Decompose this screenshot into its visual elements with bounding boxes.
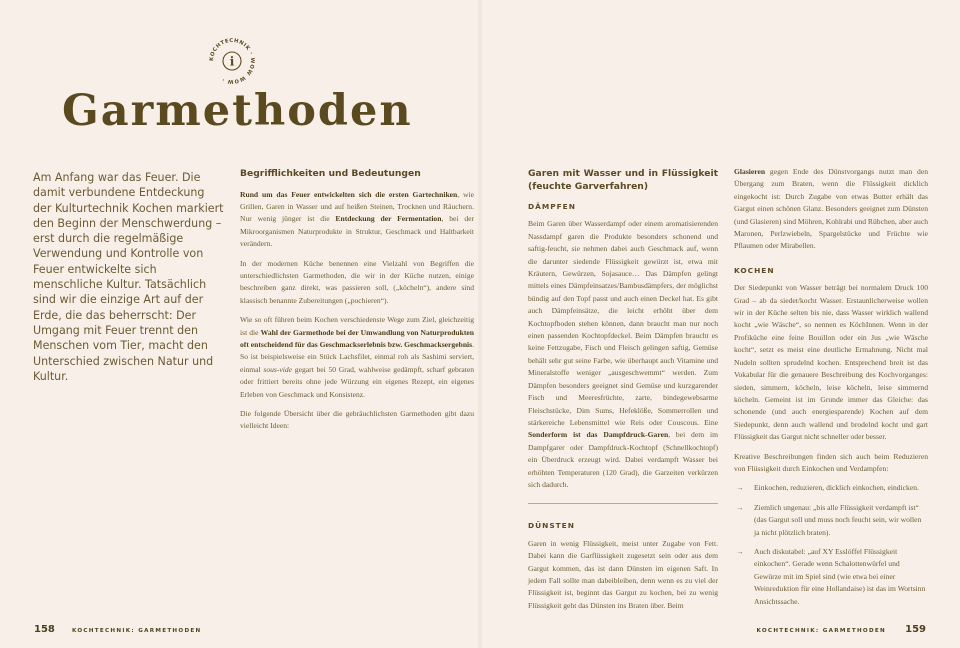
- running-head: KOCHTECHNIK: GARMETHODEN: [71, 628, 202, 634]
- bold-text: Wahl der Garmethode bei der Umwandlung von Naturprodukten oft entscheidend für das Geschmackserlebnis bzw. Geschmacksergebnis: [240, 327, 474, 349]
- paragraph: [734, 166, 928, 253]
- subheading-duensten: DÜNSTEN: [528, 521, 575, 531]
- intro-text: Am Anfang war das Feuer. Die damit verbundene Entdeckung der Kulturtechnik Kochen markiert den Beginn der Menschwerdung – erst durch die regelmäßige Verwendung und Kontrolle von Feuer entwickelte sich menschliche Kultur. Tatsächlich sind wir die einzige Art auf der Erde, die das beherrscht: Der Umgang mit Feuer trennt den Menschen vom Tier, macht den Unterschied zwischen Natur und Kultur.: [33, 171, 224, 383]
- arrow-icon: →: [736, 483, 744, 493]
- paragraph: Garen in wenig Flüssigkeit, meist unter Zugabe von Fett. Dabei kann die Garflüssigkeit zugesetzt sein oder aus dem Gargut kommen, das ist dann Dünsten im eigenen Saft. In jedem Fall sollte man dabeibleiben, denn wenn es zu viel der Flüssigkeit ist, beginnt das Gargut zu kochen, bei zu wenig Flüssigkeit geht das Dünsten ins Braten über. Beim: [528, 538, 718, 610]
- text: , wie Grillen, Garen in Wasser und auf heißen Steinen, Trocknen und Räuchern. Nur wenig jünger ist die: [240, 189, 474, 224]
- bullet-list: [734, 482, 928, 608]
- text: . So ist beispielsweise ein Stück Lachsfilet, einmal roh als Sashimi serviert, einmal: [240, 339, 475, 374]
- subheading-daempfen: DÄMPFEN: [528, 202, 576, 211]
- text: Auch diskutabel: „auf XY Esslöffel Flüssigkeit einkochen“. Gerade wenn Schalottenwürfel und Gewürze mit im Spiel sind (wie etwa bei einer Weinreduktion für eine Hollandaise) ist das im Wortsinn Ansichtssache.: [754, 546, 926, 606]
- arrow-icon: →: [736, 546, 744, 556]
- text: Ziemlich ungenau: „bis alle Flüssigkeit verdampft ist“ (das Gargut soll und muss noch feucht sein, wir wollen ja nicht plötzlich braten).: [754, 502, 922, 537]
- arrow-icon: →: [736, 502, 744, 512]
- running-head: KOCHTECHNIK: GARMETHODEN: [756, 628, 887, 634]
- column-begrifflichkeiten: [240, 168, 474, 440]
- page-gutter: [478, 0, 482, 648]
- text: Einkochen, reduzieren, dicklich einkochen, eindicken.: [754, 483, 919, 493]
- footer-right: [756, 617, 926, 636]
- kochtechnik-badge: [207, 36, 257, 86]
- page-title: Garmethoden: [62, 86, 413, 136]
- bold-text: Rund um das Feuer entwickelten sich die ersten Gartechniken: [240, 189, 458, 199]
- text: , bei der Mikroorganismen Naturprodukte in Struktur, Geschmack und Haltbarkeit verändern.: [240, 214, 475, 249]
- text: gegen Ende des Dünstvorgangs nutzt man den Übergang zum Braten, wenn die Flüssigkeit dicklich eingekocht ist: Durch Zugabe von etwas Butter erhält das Gargut einen schönen Glanz. Besonders geeignet zum Dünsten (und Glasieren) sind Möhren, Kohlrabi und Rübchen, aber auch Maronen, Perlzwiebeln, Spargelstücke und Früchte wie Pflaumen oder Mirabellen.: [734, 167, 929, 251]
- footer-left: [34, 617, 202, 636]
- paragraph: Kreative Beschreibungen finden sich auch beim Reduzieren von Flüssigkeit durch Einkochen und Verdampfen:: [734, 451, 928, 473]
- paragraph: Die folgende Übersicht über die gebräuchlichsten Garmethoden gibt dazu vielleicht Ideen:: [240, 409, 474, 431]
- paragraph: Der Siedepunkt von Wasser beträgt bei normalem Druck 100 Grad – ab da siedet/kocht Wasser. Erstaunlicherweise wollen wir in der Küche selten bis nie, dass Wasser wirklich wallend kocht „wie Wäsche“, so nennen es KöchInnen. Wenn in der Profiküche eine feine Bouillon oder ein Jus „wie Wäsche kocht“, setzt es meist eine deutliche Ermahnung. Nicht mal Nudeln sollten sprudelnd kochen. Entsprechend breit ist das Vokabular für die genauere Beschreibung des Kochvorganges: sieden, simmern, köcheln, leise köcheln, leise simmernd köcheln. Gemeint ist im Grunde immer das Gleiche: das schonende (und auch energiesparende) Kochen auf dem Siedepunkt, denn auch wallend und brodelnd kocht und gart Flüssigkeit das Gargut nicht schneller oder besser.: [734, 283, 928, 442]
- bold-text: Entdeckung der Fermentation: [335, 214, 442, 224]
- section-heading: Begrifflichkeiten und Bedeutungen: [240, 168, 421, 179]
- text: Wie so oft führen beim Kochen verschiedenste Wege zum Ziel, gleichzeitig ist die: [240, 315, 474, 337]
- list-item: [734, 546, 928, 608]
- column-kochen: [734, 166, 928, 615]
- divider: [528, 503, 718, 504]
- badge-ring-text: KOCHTECHNIK · WOW WOW ·: [208, 37, 256, 85]
- page-number: 159: [905, 624, 926, 635]
- list-item: [734, 482, 928, 494]
- paragraph: In der modernen Küche benennen eine Vielzahl von Begriffen die unterschiedlichsten Garmethoden, die wir in der Küche nutzen, einige beschreiben ganz direkt, was passieren soll, („köcheln“), andere sind klassisch benannte Zubereitungen („pochieren“).: [240, 258, 474, 305]
- text: , bei dem im Dampfgarer oder Dampfdruck-Kochtopf (Schnellkochtopf) ein Überdruck erzeugt wird. Dabei verdampft Wasser bei erhöhten Temperaturen (120 Grad), die Garzeiten verkürzen sich dadurch.: [528, 430, 719, 489]
- subheading-kochen: KOCHEN: [734, 265, 775, 275]
- list-item: [734, 502, 928, 539]
- text: Beim Garen über Wasserdampf oder einem aromatisierenden Nassdampf garen die Produkte besonders schonend und saftig-feucht, sie nehmen dabei auch Geschmack auf, wenn die darunter siedende Flüssigkeit gewürzt ist, etwa mit Kräutern, Gewürzen, Sojasauce… Das Dämpfen gelingt mittels eines Dämpfeinsatzes/Bambusdämpfers, der möglichst bündig auf den Topf passt und auch einen Deckel hat. Es gibt auch Dämpfeinsätze, die leicht erhöht über dem Kochtopfboden stehen können, dann braucht man nur noch einen passenden Kochtopfdeckel. Beim Dämpfen braucht es keine Fettzugabe, Fisch und Fleisch gelingen saftig, Gemüse behält sehr gut seine Farbe, wie überhaupt auch Vitamine und Mineralstoffe weniger „ausgeschwemmt“ werden. Zum Dämpfen besonders geeignet sind Gemüse und kurzgarender Fisch und Meeresfrüchte, zarte, bindegewebsarme Fleischstücke, Dim Sums, Hefeklöße, Sommerrollen und stärkereiche Lebensmittel wie Reis oder Couscous. Eine: [528, 219, 718, 427]
- text: gegart bei 50 Grad, wahlweise gedämpft, scharf gebraten oder frittiert bereits ohne jede Würzung ein eigenes Rezept, ein eigenes Erleben von Geschmack und Konsistenz.: [240, 364, 474, 399]
- column-feuchte-garverfahren: [528, 168, 718, 619]
- paragraph: [240, 189, 474, 251]
- bold-text: Sonderform ist das Dampfdruck-Garen: [528, 430, 669, 440]
- page-number: 158: [34, 624, 55, 635]
- paragraph: [240, 314, 474, 401]
- bold-text: Glasieren: [734, 167, 766, 176]
- paragraph: [528, 218, 718, 491]
- section-heading: Garen mit Wasser und in Flüssigkeit (feuchte Garverfahren): [528, 168, 718, 192]
- italic-text: sous-vide: [263, 364, 293, 374]
- info-glyph: i: [229, 54, 235, 69]
